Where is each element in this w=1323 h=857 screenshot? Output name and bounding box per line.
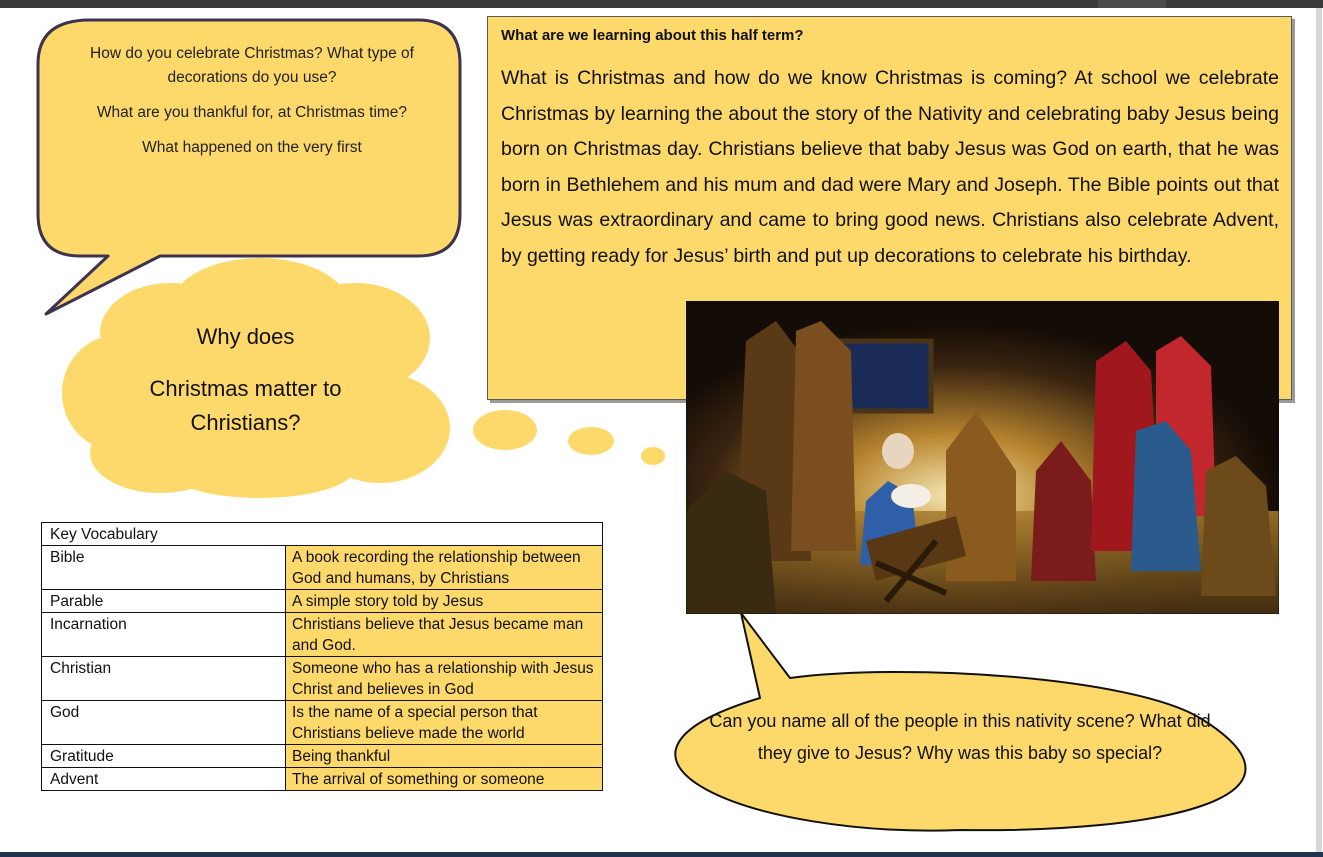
bottom-bar bbox=[0, 852, 1323, 857]
vocab-term: Parable bbox=[42, 590, 286, 613]
vocab-row bbox=[42, 546, 603, 590]
vocab-row bbox=[42, 590, 603, 613]
cloud-line-2: Christmas matter to Christians? bbox=[149, 376, 342, 435]
vocab-definition: Being thankful bbox=[286, 745, 603, 768]
thought-cloud-text bbox=[108, 320, 383, 458]
key-vocabulary-table bbox=[41, 522, 603, 791]
vocab-row bbox=[42, 768, 603, 791]
vocab-definition: Is the name of a special person that Christians believe made the world bbox=[286, 701, 603, 745]
cloud-line-1: Why does bbox=[196, 324, 295, 349]
learning-heading: What are we learning about this half term? bbox=[501, 27, 804, 44]
vocab-definition: Someone who has a relationship with Jesus Christ and believes in God bbox=[286, 657, 603, 701]
top-toolbar bbox=[0, 0, 1323, 8]
vocab-definition: Christians believe that Jesus became man and God. bbox=[286, 613, 603, 657]
vocab-term: God bbox=[42, 701, 286, 745]
question-celebrate: How do you celebrate Christmas? What type of decorations do you use? bbox=[90, 45, 414, 86]
vocab-header-row bbox=[42, 523, 603, 546]
question-thankful: What are you thankful for, at Christmas time? bbox=[96, 104, 408, 121]
vocab-definition: The arrival of something or someone bbox=[286, 768, 603, 791]
vocab-row bbox=[42, 701, 603, 745]
learning-body: What is Christmas and how do we know Christmas is coming? At school we celebrate Christmas by learning the about the story of the Nativity and celebrating baby Jesus being born on Christmas day. Christians believe that baby Jesus was God on earth, that he was born in Bethlehem and his mum and dad were Mary and Joseph. The Bible points out that Jesus was extraordinary and came to bring good news. Christians also celebrate Advent, by getting ready for Jesus’ birth and put up decorations to celebrate his birthday. bbox=[501, 67, 1279, 267]
question-first: What happened on the very first bbox=[142, 139, 362, 156]
vocab-row bbox=[42, 745, 603, 768]
speech-bubble-bottom-text: Can you name all of the people in this nativity scene? What did they give to Jesus? Why was this baby so special? bbox=[709, 711, 1211, 763]
vocab-term: Incarnation bbox=[42, 613, 286, 657]
vocab-title: Key Vocabulary bbox=[42, 523, 603, 546]
speech-bubble-top bbox=[62, 42, 442, 171]
vocab-definition: A simple story told by Jesus bbox=[286, 590, 603, 613]
nativity-image bbox=[686, 301, 1279, 614]
vocab-row bbox=[42, 613, 603, 657]
document-page bbox=[0, 8, 1322, 852]
vocab-term: Gratitude bbox=[42, 745, 286, 768]
vocab-definition: A book recording the relationship between God and humans, by Christians bbox=[286, 546, 603, 590]
vocab-term: Bible bbox=[42, 546, 286, 590]
vocab-term: Christian bbox=[42, 657, 286, 701]
vocab-row bbox=[42, 657, 603, 701]
vocab-term: Advent bbox=[42, 768, 286, 791]
